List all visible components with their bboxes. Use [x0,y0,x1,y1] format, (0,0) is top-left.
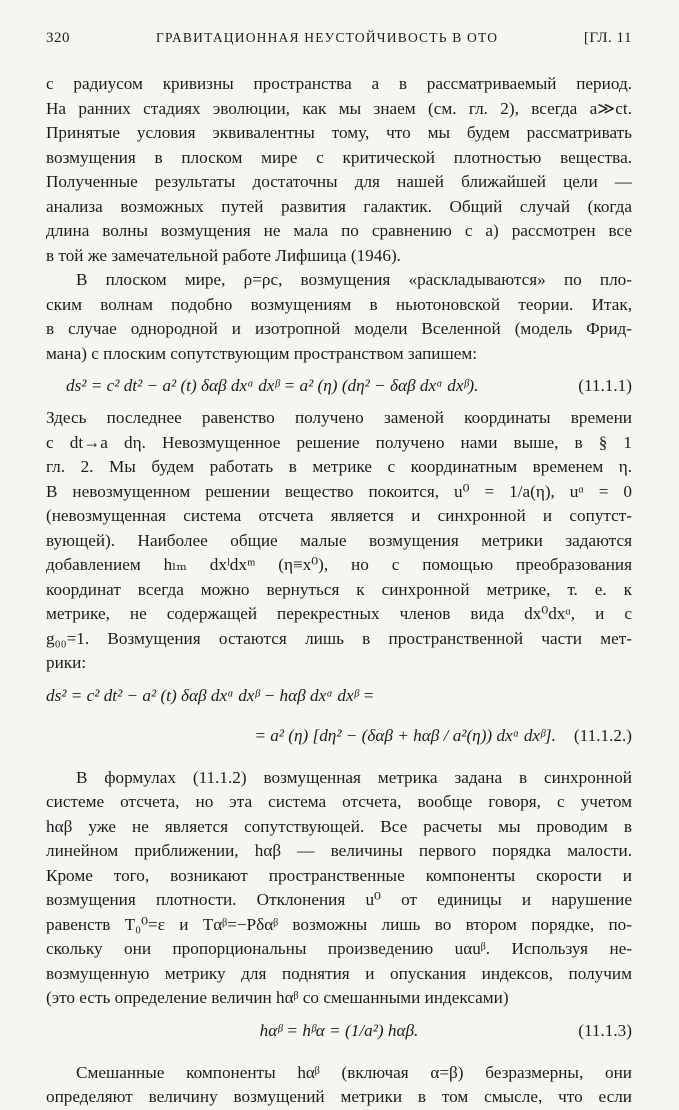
text-line: ским волнам подобно возмущениям в ньютоновской теории. Итак, [46,294,632,314]
text-line: координат всегда можно вернуться к синхронной метрике, т. е. к [46,579,632,599]
text-line: (невозмущенная система отсчета является и синхронной и сопутст- [46,506,632,525]
page-number: 320 [46,30,70,46]
equation-number: (11.1.1) [578,376,632,395]
text-line: В плоском мире, ρ=ρc, возмущения «раскладываются» по пло- [76,270,632,289]
text-line: возмущения плотности. Отклонения u⁰ от единицы и нарушение [46,890,632,909]
equation-formula: ds² = c² dt² − a² (t) δαβ dxᵅ dxᵝ = a² (η) (dη² − δαβ dxᵅ dxᵝ). [66,376,479,395]
text-line: системе отсчета, но эта система отсчета, вообще говоря, с учетом [46,792,632,811]
text-line: метрике, не содержащей перекрестных членов вида dx⁰dxᵅ, и с [46,604,632,623]
text-line: с радиусом кривизны пространства a в рассматриваемый период. [46,74,632,93]
equation-number: (11.1.3) [578,1020,632,1040]
chapter-label: [ГЛ. 11 [583,30,632,46]
text-line: равенств T₀⁰=ε и Tαᵝ=−Pδαᵝ возможны лишь во втором порядке, по- [46,914,632,934]
text-line: Смешанные компоненты hαᵝ (включая α=β) безразмерны, они [76,1062,632,1082]
text-line: вующей). Наиболее общие малые возмущения метрики задаются [46,530,632,550]
text-line: гл. 2. Мы будем работать в метрике с координатным временем η. [46,457,632,476]
equation-formula: hαᵝ = hᵝα = (1/a²) hαβ. [259,1020,419,1040]
text-line: скольку они пропорциональны произведению uαuᵝ. Используя не- [46,939,632,958]
spacer [46,756,632,766]
text-line: добавлением hₗₘ dxˡdxᵐ (η≡x⁰), но с помощью преобразования [46,555,632,574]
equation-number: (11.1.2.) [573,725,632,745]
equation-11-1-2-line-1 [46,676,632,716]
text-line: рики: [46,653,87,672]
page-body [46,72,632,1110]
text-line: c dt→a dη. Невозмущенное решение получено нами выше, в § 1 [46,432,632,452]
spacer [46,1051,632,1061]
equation-formula: ds² = c² dt² − a² (t) δαβ dxᵅ dxᵝ − hαβ dxᵅ dxᵝ = [46,685,375,705]
text-line: На ранних стадиях эволюции, как мы знаем (см. гл. 2), всегда a≫ct. [46,98,632,118]
text-line: (это есть определение величин hαᵝ со смешанными индексами) [46,988,509,1007]
text-line: hαβ уже не является сопутствующей. Все расчеты мы проводим в [46,816,632,836]
text-line: В формулах (11.1.2) возмущенная метрика задана в синхронной [76,767,632,787]
text-line: анализа возможных путей развития галактик. Общий случай (когда [46,196,632,216]
equation-11-1-3 [46,1011,632,1051]
text-line: g₀₀=1. Возмущения остаются лишь в пространственной части мет- [46,628,632,648]
text-line: Здесь последнее равенство получено заменой координаты времени [46,408,632,427]
running-title: ГРАВИТАЦИОННАЯ НЕУСТОЙЧИВОСТЬ В ОТО [156,30,499,45]
text-line: определяют величину возмущений метрики в том смысле, что если [46,1087,632,1106]
text-line: В невозмущенном решении вещество покоится, u⁰ = 1/a(η), uᵅ = 0 [46,481,632,501]
text-line: линейном приближении, hαβ — величины первого порядка малости. [46,841,632,860]
text-line: в той же замечательной работе Лифшица (1946). [46,245,401,265]
text-line: в случае однородной и изотропной модели Вселенной (модель Фрид- [46,319,632,338]
text-line: мана) с плоским сопутствующим пространством запишем: [46,343,478,363]
text-line: Кроме того, возникают пространственные компоненты скорости и [46,865,632,885]
running-header [46,30,632,52]
text-line: Полученные результаты достаточны для нашей ближайшей цели — [46,172,632,191]
text-line: Принятые условия эквивалентны тому, что мы будем рассматривать [46,123,632,142]
text-line: длина волны возмущения не мала по сравнению с a) рассмотрен все [46,221,632,240]
equation-formula: = a² (η) [dη² − (δαβ + hαβ / a²(η)) dxᵅ dxᵝ]. [254,725,556,745]
text-line: возмущенную метрику для поднятия и опускания индексов, получим [46,963,632,983]
equation-11-1-1 [46,366,632,406]
text-line: возмущения в плоском мире с критической плотностью вещества. [46,147,632,167]
equation-11-1-2-line-2 [46,716,632,756]
